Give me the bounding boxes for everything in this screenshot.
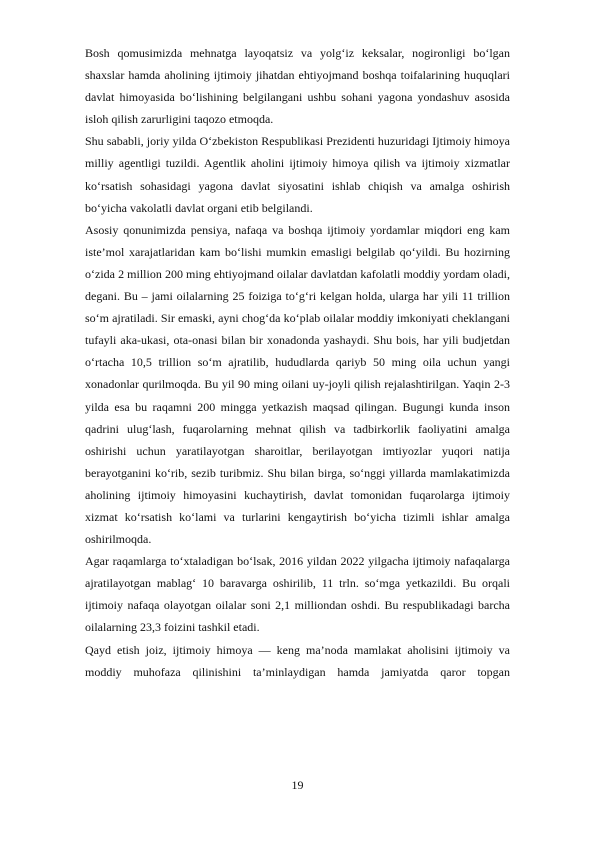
paragraph-1: Bosh qomusimizda mehnatga layoqatsiz va yolg‘iz keksalar, nogironligi bo‘lgan shaxslar hamda aholining ijtimoiy jihatdan ehtiyojmand boshqa toifalarining huquqlari davlat himoyasida bo‘lishining belgilangani ushbu sohani yagona yondashuv asosida isloh qilish zarurligini taqozo etmoqda. xyxy=(85,46,510,127)
paragraph-3: Asosiy qonunimizda pensiya, nafaqa va boshqa ijtimoiy yordamlar miqdori eng kam iste’mol xarajatlaridan kam bo‘lishi mumkin emasligi belgilab qo‘yildi. Bu hozirning o‘zida 2 million 200 ming ehtiyojmand oilalar davlatdan kafolatli moddiy yordam oladi, degani. Bu – jami oilalarning 25 foiziga to‘g‘ri kelgan holda, ularga har yili 11 trillion so‘m ajratiladi. Sir emaski, ayni chog‘da ko‘plab oilalar moddiy imkoniyati cheklangani tufayli aka-ukasi, ota-onasi bilan bir xonadonda yashaydi. Shu bois, har yili budjetdan o‘rtacha 10,5 trillion so‘m ajratilib, hududlarda qariyb 50 ming oila uchun yangi xonadonlar qurilmoqda. Bu yil 90 ming oilani uy-joyli qilish rejalashtirilgan. Yaqin 2-3 yilda esa bu raqamni 200 mingga yetkazish maqsad qilingan. Bugungi kunda inson qadrini ulug‘lash, fuqarolarning mehnat qilish va tadbirkorlik faoliyatini amalga oshirishi uchun yaratilayotgan sharoitlar, berilayotgan imtiyozlar yuqori natija berayotganini ko‘rib, sezib turibmiz. Shu bilan birga, so‘nggi yillarda mamlakatimizda aholining ijtimoiy himoyasini kuchaytirish, davlat tomonidan fuqarolarga ijtimoiy xizmat ko‘rsatish ko‘lami va turlarini kengaytirish bo‘yicha tizimli ishlar amalga oshirilmoqda. xyxy=(85,222,510,547)
paragraph-5: Qayd etish joiz, ijtimoiy himoya — keng ma’noda mamlakat aholisini ijtimoiy va moddiy muhofaza qilinishini ta’minlaydigan hamda jamiyatda qaror topgan xyxy=(85,642,510,679)
page-number: 19 xyxy=(291,778,304,792)
page-body xyxy=(85,42,510,683)
paragraph-2: Shu sababli, joriy yilda O‘zbekiston Respublikasi Prezidenti huzuridagi Ijtimoiy himoya milliy agentligi tuzildi. Agentlik aholini ijtimoiy himoya qilish va ijtimoiy xizmatlar ko‘rsatish sohasidagi yagona davlat siyosatini ishlab chiqish va amalga oshirish bo‘yicha vakolatli davlat organi etib belgilandi. xyxy=(85,134,510,215)
paragraph-4: Agar raqamlarga to‘xtaladigan bo‘lsak, 2016 yildan 2022 yilgacha ijtimoiy nafaqalarga ajratilayotgan mablag‘ 10 baravarga oshirilib, 11 trln. so‘mga yetkazildi. Bu orqali ijtimoiy nafaqa olayotgan oilalar soni 2,1 milliondan oshdi. Bu respublikadagi barcha oilalarning 23,3 foizini tashkil etadi. xyxy=(85,554,510,635)
